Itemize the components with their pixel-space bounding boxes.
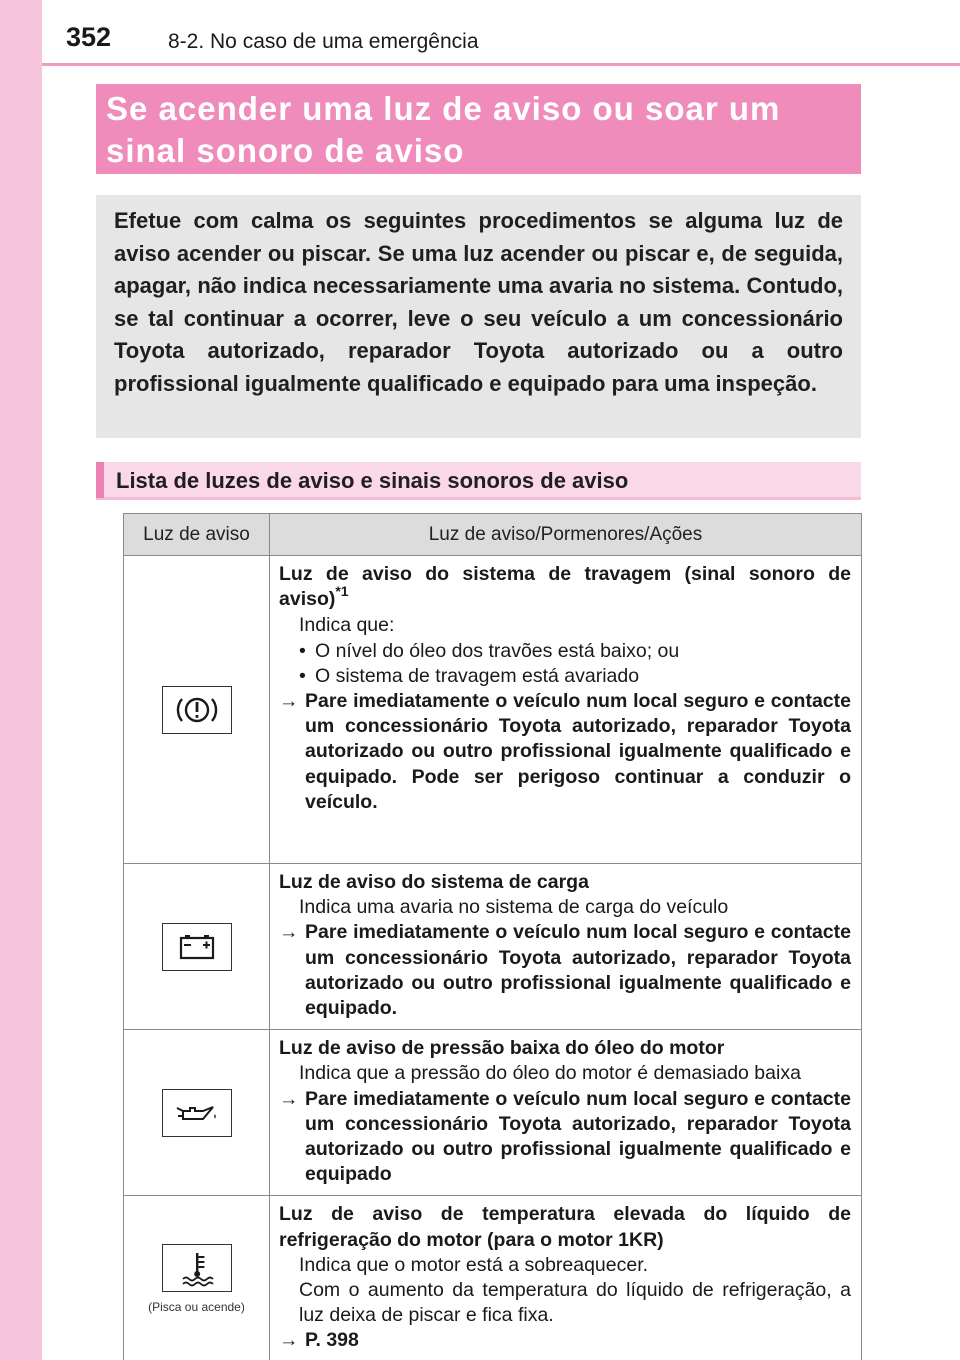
subheading-accent: [96, 462, 104, 498]
page-reference-link[interactable]: P. 398: [305, 1329, 359, 1352]
icon-cell: [124, 1030, 270, 1196]
subheading-bar: [96, 462, 861, 500]
details-cell: [270, 1196, 862, 1360]
intro-text: Efetue com calma os seguintes procedimentos se alguma luz de aviso acender ou piscar. Se uma luz acender ou piscar e, de seguida, apagar, não indica necessariamente uma avaria no sistema. Contudo, se tal continuar a ocorrer, leve o seu veículo a um concessionário Toyota autorizado, reparador Toyota autorizado ou a outro profissional igualmente qualificado e equipado para uma inspeção.: [114, 208, 843, 396]
arrow-icon: →: [279, 690, 299, 713]
row-description: Indica que:: [299, 614, 395, 637]
page-number: 352: [66, 22, 112, 52]
battery-icon: [162, 923, 232, 971]
arrow-icon: →: [279, 1087, 299, 1110]
row-description: Indica uma avaria no sistema de carga do veículo: [299, 896, 729, 919]
details-cell: [270, 1030, 862, 1196]
table-header-row: [124, 514, 862, 556]
bullet-item: • O sistema de travagem está avariado: [279, 664, 851, 689]
row-description: Com o aumento da temperatura do líquido de refrigeração, a luz deixa de piscar e fica fixa.: [299, 1279, 851, 1327]
subheading-text: Lista de luzes de aviso e sinais sonoros de aviso: [116, 468, 629, 493]
title-banner: [96, 84, 861, 174]
action-text: Pare imediatamente o veículo num local seguro e contacte um concessionário Toyota autorizado, reparador Toyota autorizado ou outro profissional igualmente qualificado e equipado: [305, 1087, 851, 1186]
oil-pressure-icon: [162, 1089, 232, 1137]
column-header-details: Luz de aviso/Pormenores/Ações: [270, 514, 862, 556]
row-description: Indica que a pressão do óleo do motor é demasiado baixa: [299, 1062, 801, 1085]
row-title: Luz de aviso de pressão baixa do óleo do motor: [279, 1037, 725, 1060]
title-line-2: sinal sonoro de aviso: [106, 132, 465, 169]
row-description: Indica que o motor está a sobreaquecer.: [299, 1253, 649, 1276]
bullet-item: • O nível do óleo dos travões está baixo; ou: [279, 639, 851, 664]
page-reference: [279, 1328, 851, 1353]
icon-cell: [124, 864, 270, 1030]
details-cell: [270, 556, 862, 864]
header-rule: [42, 63, 960, 66]
warning-lights-table: [123, 513, 862, 1360]
arrow-icon: →: [279, 921, 299, 944]
intro-box: [96, 195, 861, 438]
table-row: [124, 1030, 862, 1196]
brake-warning-icon: [162, 686, 232, 734]
action-text: Pare imediatamente o veículo num local seguro e contacte um concessionário Toyota autorizado, reparador Toyota autorizado ou outro profissional igualmente qualificado e equipado. Pode ser perigoso continuar a conduzir o veículo.: [305, 690, 851, 813]
icon-cell: [124, 1196, 270, 1360]
title-line-1: Se acender uma luz de aviso ou soar um: [106, 90, 781, 127]
table-row: [124, 556, 862, 864]
icon-caption: (Pisca ou acende): [148, 1300, 245, 1315]
row-title: Luz de aviso de temperatura elevada do líquido de refrigeração do motor (para o motor 1KR): [279, 1203, 851, 1251]
table-row: [124, 1196, 862, 1360]
row-title: Luz de aviso do sistema de carga: [279, 871, 589, 893]
side-color-strip: [0, 0, 42, 1360]
details-cell: [270, 864, 862, 1030]
row-title: [279, 562, 851, 613]
column-header-icon: Luz de aviso: [124, 514, 270, 556]
coolant-temperature-icon: [162, 1244, 232, 1292]
section-label: 8-2. No caso de uma emergência: [168, 30, 479, 53]
action-text: Pare imediatamente o veículo num local seguro e contacte um concessionário Toyota autorizado, reparador Toyota autorizado ou outro profissional igualmente qualificado e equipado.: [305, 921, 851, 1020]
arrow-icon: →: [279, 1329, 299, 1352]
row-action: [279, 1087, 851, 1188]
footnote-marker: *1: [335, 583, 349, 600]
table-row: [124, 864, 862, 1030]
icon-cell: [124, 556, 270, 864]
row-action: [279, 920, 851, 1021]
row-title-text: Luz de aviso do sistema de travagem (sinal sonoro de aviso): [279, 563, 851, 611]
row-action: [279, 689, 851, 815]
